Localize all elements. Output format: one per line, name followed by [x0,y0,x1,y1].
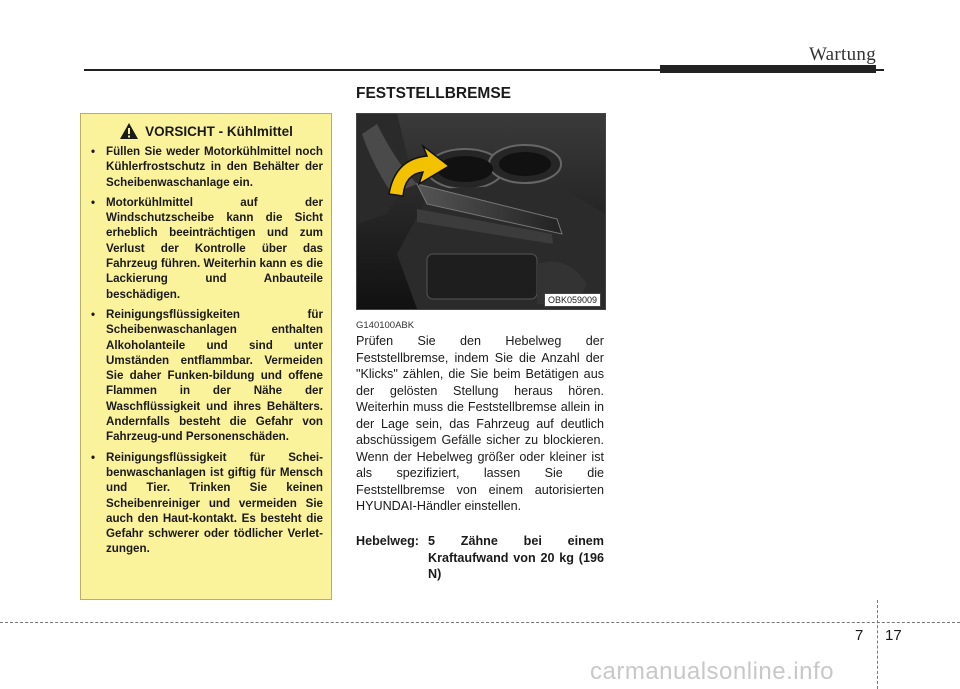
page-number: 17 [885,627,902,644]
section-title: FESTSTELLBREMSE [356,85,512,102]
spec-label: Hebelweg: [356,534,419,548]
caution-item: • Motorkühlmittel auf der Windschutzscheibe kann die Sicht erheblich beeinträchtigen und zum Verlust der Kontrolle über das Fahrzeug führen. Weiterhin kann es die Lackierung und Anbauteile beschädigen. [89,195,323,302]
chapter-title: Wartung [808,44,876,65]
page-chapter: 7 [855,627,864,644]
parking-brake-illustration [357,114,605,309]
body-paragraph: Prüfen Sie den Hebelweg der Feststellbremse, indem Sie die Anzahl der "Klicks" zählen, die Sie beim Betätigen aus der gelösten Stellung heraus hören. Weiterhin muss die Feststellbremse allein in der Lage sein, das Fahrzeug auf deutlich abschüssigem Gefälle sicher zu blockieren. Wenn der Hebelweg größer oder kleiner ist als spezifiziert, lassen Sie die Feststellbremse von einem autorisierten HYUNDAI-Händler einstellen. [356,334,604,513]
caution-box [80,113,332,600]
footer-divider [0,622,960,623]
reference-code: G140100ABK [356,320,415,331]
watermark: carmanualsonline.info [590,658,834,685]
caution-item: • Reinigungsflüssigkeit für Schei-benwaschanlagen ist giftig für Mensch und Tier. Trinken Sie keinen Scheibenreiniger und vermeiden Sie auch den Haut-kontakt. Es besteht die Gefahr schwerer oder tödlicher Verlet-zungen. [89,450,323,557]
header-rule-accent [660,65,876,73]
figure-code: OBK059009 [544,293,601,307]
footer-vertical-divider [877,600,878,689]
caution-list [89,144,323,557]
caution-title: VORSICHT - Kühlmittel [145,123,293,139]
spec-value: 5 Zähne bei einem Kraftaufwand von 20 kg (196 N) [428,534,604,581]
warning-triangle-icon [119,122,139,140]
parking-brake-figure [356,113,606,310]
spec-row [356,533,604,583]
caution-item: • Reinigungsflüssigkeiten für Scheibenwaschanlagen enthalten Alkoholanteile und sind unter Umständen entflammbar. Vermeiden Sie daher Funken-bildung und offene Flammen in der Nähe der Waschflüssigkeit und ihres Behälters. Andernfalls besteht die Gefahr von Fahrzeug-und Personenschäden. [89,307,323,445]
caution-item: • Füllen Sie weder Motorkühlmittel noch Kühlerfrostschutz in den Behälter der Scheibenwaschanlage ein. [89,144,323,190]
caution-header [89,122,323,140]
